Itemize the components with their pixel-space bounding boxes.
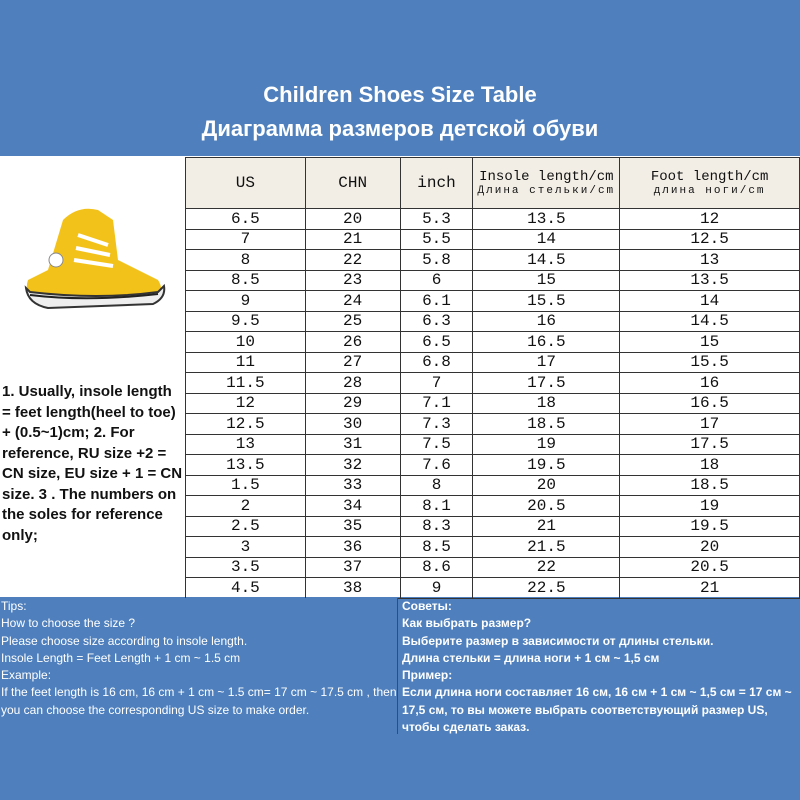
table-cell: 14 xyxy=(473,229,620,250)
table-cell: 8.1 xyxy=(400,496,473,517)
table-cell: 19.5 xyxy=(620,516,800,537)
table-cell: 6 xyxy=(400,270,473,291)
header-foot-ru: длина ноги/cm xyxy=(653,184,766,197)
table-cell: 13 xyxy=(620,250,800,271)
table-cell: 26 xyxy=(305,332,400,353)
table-cell: 6.5 xyxy=(400,332,473,353)
size-notes: 1. Usually, insole length = feet length(heel to toe) + (0.5~1)cm; 2. For reference, RU size +2 = CN size, EU size + 1 = CN size. 3 . The numbers on the soles for reference only; xyxy=(2,383,183,544)
table-row xyxy=(186,229,800,250)
yellow-sneaker-image xyxy=(18,200,168,325)
table-cell: 13.5 xyxy=(473,209,620,230)
table-cell: 13.5 xyxy=(186,455,306,476)
table-cell: 6.5 xyxy=(186,209,306,230)
table-cell: 30 xyxy=(305,414,400,435)
table-cell: 16.5 xyxy=(620,393,800,414)
tip-line: How to choose the size ? xyxy=(1,616,136,631)
table-cell: 20.5 xyxy=(620,557,800,578)
table-cell: 25 xyxy=(305,311,400,332)
title-russian: Диаграмма размеров детской обуви xyxy=(201,116,599,141)
header-foot xyxy=(620,158,800,209)
table-cell: 15.5 xyxy=(473,291,620,312)
table-cell: 38 xyxy=(305,578,400,599)
table-cell: 32 xyxy=(305,455,400,476)
table-row xyxy=(186,250,800,271)
table-cell: 17.5 xyxy=(473,373,620,394)
table-cell: 16 xyxy=(473,311,620,332)
tip-line: If the feet length is 16 cm, 16 cm + 1 cm ~ 1.5 cm= 17 cm ~ 17.5 cm , then you can choose the corresponding US size to make order. xyxy=(1,685,397,717)
table-cell: 36 xyxy=(305,537,400,558)
table-cell: 21 xyxy=(473,516,620,537)
table-cell: 23 xyxy=(305,270,400,291)
table-cell: 11.5 xyxy=(186,373,306,394)
table-cell: 18 xyxy=(473,393,620,414)
table-cell: 8 xyxy=(400,475,473,496)
table-row xyxy=(186,311,800,332)
header-us: US xyxy=(186,158,306,209)
table-cell: 5.5 xyxy=(400,229,473,250)
table-cell: 22 xyxy=(473,557,620,578)
table-cell: 7.6 xyxy=(400,455,473,476)
table-row xyxy=(186,516,800,537)
table-cell: 10 xyxy=(186,332,306,353)
table-cell: 12.5 xyxy=(186,414,306,435)
table-cell: 20.5 xyxy=(473,496,620,517)
header-insole xyxy=(473,158,620,209)
header-foot-en: Foot length/cm xyxy=(650,168,769,185)
table-cell: 17 xyxy=(620,414,800,435)
table-cell: 15 xyxy=(473,270,620,291)
table-cell: 29 xyxy=(305,393,400,414)
table-cell: 9 xyxy=(186,291,306,312)
table-cell: 5.8 xyxy=(400,250,473,271)
table-cell: 33 xyxy=(305,475,400,496)
table-cell: 15 xyxy=(620,332,800,353)
size-table xyxy=(185,157,800,599)
table-cell: 9 xyxy=(400,578,473,599)
table-cell: 18.5 xyxy=(620,475,800,496)
table-cell: 13.5 xyxy=(620,270,800,291)
table-cell: 7 xyxy=(186,229,306,250)
table-cell: 21.5 xyxy=(473,537,620,558)
tip-line: Insole Length = Feet Length + 1 cm ~ 1.5 cm xyxy=(1,650,241,665)
tip-line: Выберите размер в зависимости от длины стельки. xyxy=(402,633,714,648)
table-cell: 6.3 xyxy=(400,311,473,332)
table-cell: 28 xyxy=(305,373,400,394)
table-cell: 7 xyxy=(400,373,473,394)
table-row xyxy=(186,352,800,373)
table-row xyxy=(186,455,800,476)
table-cell: 17.5 xyxy=(620,434,800,455)
table-row xyxy=(186,209,800,230)
table-cell: 24 xyxy=(305,291,400,312)
table-cell: 15.5 xyxy=(620,352,800,373)
table-cell: 22.5 xyxy=(473,578,620,599)
table-cell: 3.5 xyxy=(186,557,306,578)
table-cell: 8.3 xyxy=(400,516,473,537)
table-cell: 31 xyxy=(305,434,400,455)
tip-line: Советы: xyxy=(402,599,452,613)
table-cell: 19 xyxy=(620,496,800,517)
header-insole-ru: Длина стельки/cm xyxy=(477,184,616,197)
table-cell: 18 xyxy=(620,455,800,476)
table-cell: 22 xyxy=(305,250,400,271)
table-row xyxy=(186,291,800,312)
table-cell: 7.5 xyxy=(400,434,473,455)
table-cell: 19.5 xyxy=(473,455,620,476)
header-insole-en: Insole length/cm xyxy=(479,168,614,185)
table-cell: 9.5 xyxy=(186,311,306,332)
table-cell: 5.3 xyxy=(400,209,473,230)
table-row xyxy=(186,332,800,353)
table-cell: 1.5 xyxy=(186,475,306,496)
table-cell: 12 xyxy=(186,393,306,414)
table-cell: 14.5 xyxy=(620,311,800,332)
table-cell: 21 xyxy=(620,578,800,599)
table-row xyxy=(186,578,800,599)
tip-line: Tips: xyxy=(1,599,27,613)
table-row xyxy=(186,270,800,291)
tip-line: Пример: xyxy=(402,668,453,683)
table-row xyxy=(186,475,800,496)
table-cell: 6.1 xyxy=(400,291,473,312)
table-cell: 12.5 xyxy=(620,229,800,250)
table-cell: 4.5 xyxy=(186,578,306,599)
table-cell: 18.5 xyxy=(473,414,620,435)
table-cell: 8 xyxy=(186,250,306,271)
table-cell: 8.5 xyxy=(400,537,473,558)
header-inch: inch xyxy=(400,158,473,209)
table-cell: 7.3 xyxy=(400,414,473,435)
table-cell: 8.6 xyxy=(400,557,473,578)
table-cell: 3 xyxy=(186,537,306,558)
table-cell: 14.5 xyxy=(473,250,620,271)
table-cell: 20 xyxy=(620,537,800,558)
table-cell: 20 xyxy=(305,209,400,230)
title-english: Children Shoes Size Table xyxy=(263,82,537,107)
table-cell: 37 xyxy=(305,557,400,578)
table-row xyxy=(186,537,800,558)
table-cell: 35 xyxy=(305,516,400,537)
tip-line: Если длина ноги составляет 16 см, 16 см + 1 см ~ 1,5 см = 17 см ~ 17,5 см, то вы можете выбрать соответствующий размер US, чтобы сделать заказ. xyxy=(402,685,792,735)
table-row xyxy=(186,393,800,414)
table-row xyxy=(186,434,800,455)
tips-russian xyxy=(399,598,800,734)
page-title xyxy=(0,78,800,146)
table-cell: 17 xyxy=(473,352,620,373)
table-cell: 2 xyxy=(186,496,306,517)
table-cell: 12 xyxy=(620,209,800,230)
header-chn: CHN xyxy=(305,158,400,209)
table-cell: 8.5 xyxy=(186,270,306,291)
table-cell: 19 xyxy=(473,434,620,455)
table-row xyxy=(186,373,800,394)
tip-line: Длина стельки = длина ноги + 1 см ~ 1,5 см xyxy=(402,650,660,665)
table-cell: 2.5 xyxy=(186,516,306,537)
tips-english xyxy=(0,598,398,734)
table-cell: 16.5 xyxy=(473,332,620,353)
table-cell: 11 xyxy=(186,352,306,373)
table-row xyxy=(186,496,800,517)
table-cell: 14 xyxy=(620,291,800,312)
table-cell: 21 xyxy=(305,229,400,250)
tip-line: Как выбрать размер? xyxy=(402,616,532,631)
tip-line: Example: xyxy=(1,668,52,683)
table-cell: 13 xyxy=(186,434,306,455)
table-row xyxy=(186,557,800,578)
table-cell: 20 xyxy=(473,475,620,496)
table-cell: 7.1 xyxy=(400,393,473,414)
tip-line: Please choose size according to insole length. xyxy=(1,633,248,648)
table-cell: 27 xyxy=(305,352,400,373)
table-cell: 6.8 xyxy=(400,352,473,373)
table-row xyxy=(186,414,800,435)
table-cell: 34 xyxy=(305,496,400,517)
table-cell: 16 xyxy=(620,373,800,394)
